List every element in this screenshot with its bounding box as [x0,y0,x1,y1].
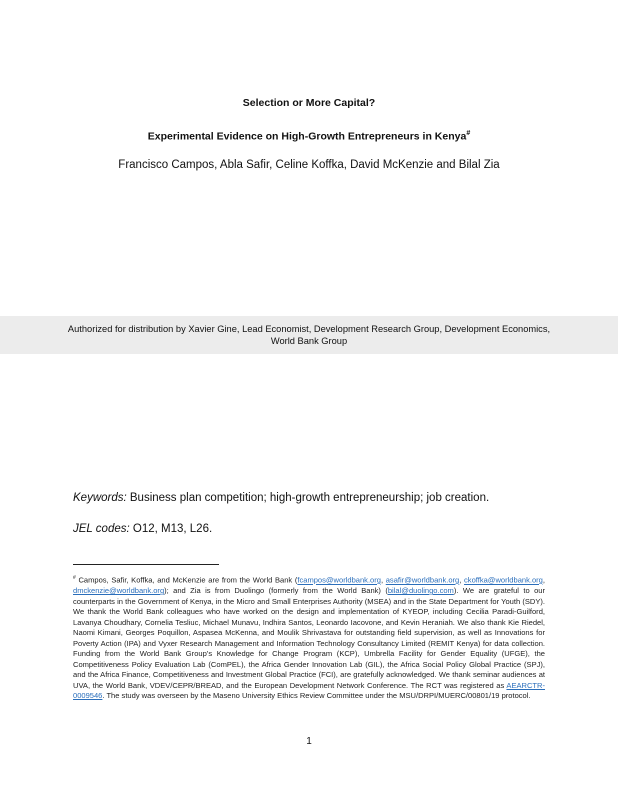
banner-line-2: World Bank Group [270,336,348,346]
author-list: Francisco Campos, Abla Safir, Celine Koffka, David McKenzie and Bilal Zia [118,159,500,171]
paper-subtitle [0,130,618,143]
email-link-fcampos[interactable]: fcampos@worldbank.org [297,575,381,585]
footnote-sep: , [380,575,386,585]
email-link-ckoffka[interactable]: ckoffka@worldbank.org [464,575,543,585]
footnote [73,573,545,702]
footnote-text-1: Campos, Safir, Koffka, and McKenzie are from the World Bank ( [75,575,298,585]
footnote-text-4: . The study was overseen by the Maseno University Ethics Review Committee under the MSU/DRPI/MUERC/00801/19 protocol. [102,691,531,701]
footnote-text-3: ). We are grateful to our counterparts in the Government of Kenya, in the Micro and Small Enterprises Authority (MSEA) and in the State Department for Youth (SDY). We thank the World Bank colleagues who have worked on the design and implementation of KYEOP, including Cecilia Paradi-Guilford, Lavanya Choudhary, Cornelia Tesliuc, Michael Munavu, Indhira Santos, Leonardo Iacovone, and Kevin Heraniah. We also thank Kie Riedel, Naomi Kimani, Georges Poquillon, Aspasea McKenna, and Moulik Shrivastava for outstanding field supervision, as well as Innovations for Poverty Action (IPA) and Vyxer Research Management and Information Technology Consultancy Limited (REMIT Kenya) for data collection. Funding from the World Bank Group’s Knowledge for Change Program (KCP), Umbrella Facility for Gender Equality (UFGE), the Competitiveness Policy Evaluation Lab (ComPEL), the Africa Gender Innovation Lab (GIL), the Africa Social Policy Global Practice (SPJ), and the Africa Finance, Competitiveness and Investment Global Practice (FCI), are gratefully acknowledged. We thank seminar audiences at UVA, the World Bank, VDEV/CEPR/BREAD, and the European Development Network Conference. The RCT was registered as [73,586,545,690]
banner-line-1: Authorized for distribution by Xavier Gine, Lead Economist, Development Research Group, Development Economics, [67,324,551,334]
jel-codes-line [73,523,212,535]
jel-text: O12, M13, L26. [132,523,213,535]
footnote-sep: , [459,575,465,585]
keywords-line [73,492,489,504]
email-link-bilal[interactable]: bilal@duolingo.com [387,586,454,596]
subtitle-text: Experimental Evidence on High-Growth Entrepreneurs in Kenya [147,130,467,143]
email-link-dmckenzie[interactable]: dmckenzie@worldbank.org [73,586,165,596]
page-number: 1 [306,736,312,747]
keywords-label: Keywords: [73,492,127,504]
footnote-divider [73,564,219,565]
email-link-asafir[interactable]: asafir@worldbank.org [385,575,460,585]
jel-label: JEL codes: [73,523,130,535]
keywords-text: Business plan competition; high-growth entrepreneurship; job creation. [129,492,490,504]
registry-link[interactable]: AEARCTR-0009546 [73,680,545,701]
footnote-mark: # [73,575,76,581]
distribution-banner [0,316,618,354]
paper-title: Selection or More Capital? [242,97,376,109]
footnote-marker[interactable]: # [466,130,471,137]
footnote-sep: , [542,575,545,585]
footnote-text-2: ); and Zia is from Duolingo (formerly from the World Bank) ( [164,586,388,596]
